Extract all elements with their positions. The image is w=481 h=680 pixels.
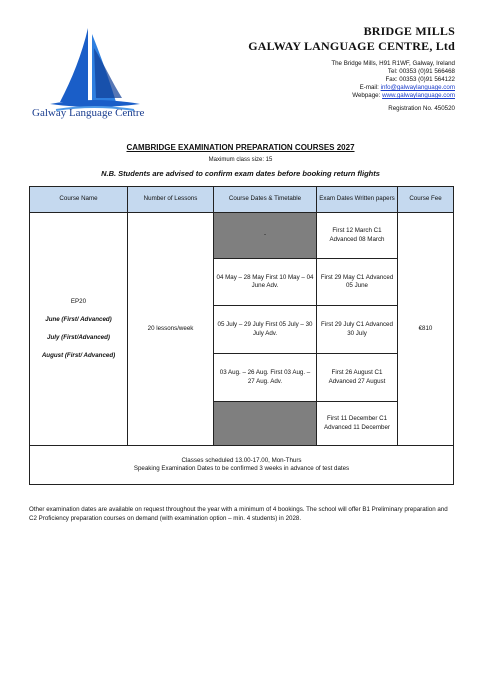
email-label: E-mail: xyxy=(359,84,381,91)
dates-cell xyxy=(214,402,317,446)
dates-cell: - xyxy=(214,213,317,259)
header-dates: Course Dates & Timetable xyxy=(214,187,317,213)
other-dates-paragraph: Other examination dates are available on request throughout the year with a minimum of 4 bookings. The school will offer B1 Preliminary preparation and C2 Proficiency preparation courses on demand (with examination option – min. 4 students) in 2028. xyxy=(29,506,448,522)
speaking-exam-note: Speaking Examination Dates to be confirmed 3 weeks in advance of test dates xyxy=(133,465,350,472)
street-address: The Bridge Mills, H91 R1WF, Galway, Ireland xyxy=(331,60,455,67)
webpage-line xyxy=(331,92,455,100)
fax: Fax: 00353 (0)91 564122 xyxy=(385,76,455,83)
dates-cell: 05 July – 29 July First 05 July – 30 July Adv. xyxy=(214,306,317,354)
course-august: August (First/ Advanced) xyxy=(41,352,116,360)
course-june: June (First/ Advanced) xyxy=(45,315,112,323)
max-class-size: Maximum class size: 15 xyxy=(208,157,273,163)
logo-text: Galway Language Centre xyxy=(32,107,145,119)
web-link[interactable]: www.galwaylanguage.com xyxy=(382,92,455,99)
web-label: Webpage: xyxy=(352,92,383,99)
address-block xyxy=(331,60,455,113)
exam-cell: First 12 March C1 Advanced 08 March xyxy=(317,213,398,259)
table-header-row xyxy=(30,187,454,213)
header-fee: Course Fee xyxy=(398,187,454,213)
fee-cell: €810 xyxy=(398,213,454,446)
schedule-footer-row xyxy=(30,446,454,485)
header-lessons: Number of Lessons xyxy=(128,187,214,213)
email-link[interactable]: info@galwaylanguage.com xyxy=(380,84,455,91)
company-name xyxy=(248,24,455,54)
course-code: EP20 xyxy=(70,297,87,305)
header-course-name: Course Name xyxy=(30,187,128,213)
dates-cell: 04 May – 28 May First 10 May – 04 June Adv. xyxy=(214,259,317,306)
company-line-1: BRIDGE MILLS xyxy=(363,24,455,38)
lessons-cell: 20 lessons/week xyxy=(128,213,214,446)
course-july: July (First/Advanced) xyxy=(47,334,110,341)
exam-cell: First 26 August C1 Advanced 27 August xyxy=(317,354,398,402)
table-row xyxy=(30,213,454,259)
exam-cell: First 29 July C1 Advanced 30 July xyxy=(317,306,398,354)
document-title: CAMBRIDGE EXAMINATION PREPARATION COURSES 2027 xyxy=(126,143,355,152)
company-line-2: GALWAY LANGUAGE CENTRE, Ltd xyxy=(248,39,455,53)
course-name-cell xyxy=(30,213,128,446)
header-exam-dates: Exam Dates Written papers xyxy=(317,187,398,213)
email-line xyxy=(331,84,455,92)
registration-number: Registration No. 450520 xyxy=(388,105,455,112)
exam-cell: First 29 May C1 Advanced 05 June xyxy=(317,259,398,306)
telephone: Tel: 00353 (0)91 566468 xyxy=(387,68,455,75)
exam-cell: First 11 December C1 Advanced 11 December xyxy=(317,402,398,446)
booking-note: N.B. Students are advised to confirm exam dates before booking return flights xyxy=(101,169,380,178)
schedule-hours: Classes scheduled 13.00-17.00, Mon-Thurs xyxy=(181,456,302,464)
schedule-footer xyxy=(30,446,454,485)
dates-cell: 03 Aug. – 26 Aug. First 03 Aug. – 27 Aug. Adv. xyxy=(214,354,317,402)
course-table xyxy=(29,186,454,485)
